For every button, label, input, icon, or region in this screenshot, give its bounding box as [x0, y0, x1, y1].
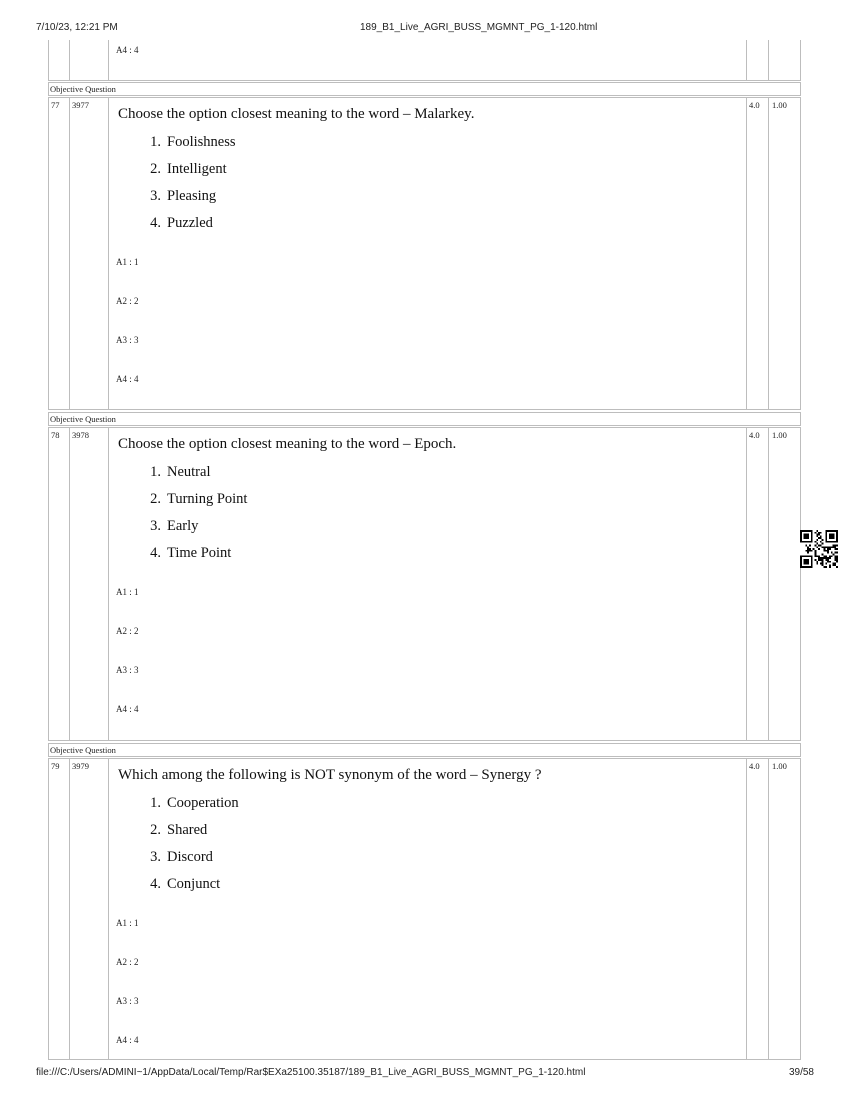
marks-cell: [746, 758, 769, 1060]
question-text: Which among the following is NOT synonym of the word – Synergy ?: [118, 767, 542, 783]
marks-cell: [746, 427, 769, 741]
answer-key-label: A4 : 4: [116, 374, 139, 384]
answer-key-label: A2 : 2: [116, 626, 139, 636]
option-number: 1.: [150, 134, 161, 150]
question-negative-marks: 1.00: [772, 100, 787, 110]
option-number: 4.: [150, 876, 161, 892]
section-title: Objective Question: [50, 745, 116, 755]
answer-option: [141, 464, 210, 481]
question-id-cell: [69, 427, 109, 741]
question-negative-marks: 1.00: [772, 430, 787, 440]
negative-marks-cell: [768, 427, 801, 741]
answer-option-label: A4 : 4: [116, 45, 139, 55]
answer-option: [141, 518, 198, 535]
section-header-row: [48, 82, 801, 96]
page-number: 39/58: [788, 1067, 814, 1078]
option-label: Neutral: [167, 464, 211, 480]
serial-cell: [48, 97, 70, 410]
answer-option: [141, 215, 213, 232]
print-file-path: file:///C:/Users/ADMINI~1/AppData/Local/Temp/Rar$EXa25100.35187/189_B1_Live_AGRI_BUSS_MGMNT_PG_1-120.html: [36, 1067, 586, 1078]
answer-key-label: A3 : 3: [116, 335, 139, 345]
question-serial: 77: [51, 100, 60, 110]
answer-option: [141, 161, 227, 178]
answer-key-label: A1 : 1: [116, 257, 139, 267]
answer-key-label: A2 : 2: [116, 957, 139, 967]
question-id: 3978: [72, 430, 89, 440]
answer-key-label: A3 : 3: [116, 996, 139, 1006]
option-label: Intelligent: [167, 161, 227, 177]
option-number: 1.: [150, 464, 161, 480]
option-number: 3.: [150, 518, 161, 534]
answer-option: [141, 849, 213, 866]
option-number: 4.: [150, 215, 161, 231]
serial-cell: [48, 427, 70, 741]
serial-cell: [48, 758, 70, 1060]
option-label: Time Point: [167, 545, 232, 561]
option-label: Foolishness: [167, 134, 236, 150]
question-marks: 4.0: [749, 430, 760, 440]
question-marks: 4.0: [749, 100, 760, 110]
option-number: 2.: [150, 491, 161, 507]
answer-option: [141, 795, 239, 812]
option-label: Discord: [167, 849, 213, 865]
section-header-row: [48, 412, 801, 426]
option-label: Shared: [167, 822, 208, 838]
option-label: Puzzled: [167, 215, 213, 231]
answer-key-label: A1 : 1: [116, 587, 139, 597]
answer-option: [141, 545, 231, 562]
option-number: 2.: [150, 161, 161, 177]
answer-option: [141, 491, 247, 508]
negative-marks-cell: [768, 97, 801, 410]
question-text: Choose the option closest meaning to the word – Malarkey.: [118, 106, 475, 122]
option-label: Early: [167, 518, 199, 534]
negative-marks-cell: [768, 758, 801, 1060]
option-label: Cooperation: [167, 795, 239, 811]
section-header-row: [48, 743, 801, 757]
question-id-cell: [69, 758, 109, 1060]
option-label: Conjunct: [167, 876, 221, 892]
answer-option: [141, 822, 207, 839]
answer-key-label: A1 : 1: [116, 918, 139, 928]
question-text: Choose the option closest meaning to the word – Epoch.: [118, 436, 457, 452]
question-marks: 4.0: [749, 761, 760, 771]
qr-code-icon: [800, 530, 838, 568]
answer-key-label: A3 : 3: [116, 665, 139, 675]
answer-option: [141, 876, 220, 893]
question-id: 3979: [72, 761, 89, 771]
print-datetime: 7/10/23, 12:21 PM: [36, 22, 118, 33]
answer-option: [141, 188, 216, 205]
answer-key-label: A4 : 4: [116, 704, 139, 714]
option-number: 3.: [150, 188, 161, 204]
option-number: 3.: [150, 849, 161, 865]
answer-key-label: A2 : 2: [116, 296, 139, 306]
answer-option: [141, 134, 236, 151]
question-serial: 79: [51, 761, 60, 771]
option-number: 1.: [150, 795, 161, 811]
option-number: 2.: [150, 822, 161, 838]
section-title: Objective Question: [50, 414, 116, 424]
section-title: Objective Question: [50, 84, 116, 94]
marks-cell: [746, 97, 769, 410]
question-id-cell: [69, 97, 109, 410]
question-id: 3977: [72, 100, 89, 110]
answer-key-label: A4 : 4: [116, 1035, 139, 1045]
option-label: Pleasing: [167, 188, 217, 204]
question-serial: 78: [51, 430, 60, 440]
print-document-title: 189_B1_Live_AGRI_BUSS_MGMNT_PG_1-120.html: [360, 22, 598, 33]
question-negative-marks: 1.00: [772, 761, 787, 771]
option-number: 4.: [150, 545, 161, 561]
option-label: Turning Point: [167, 491, 248, 507]
